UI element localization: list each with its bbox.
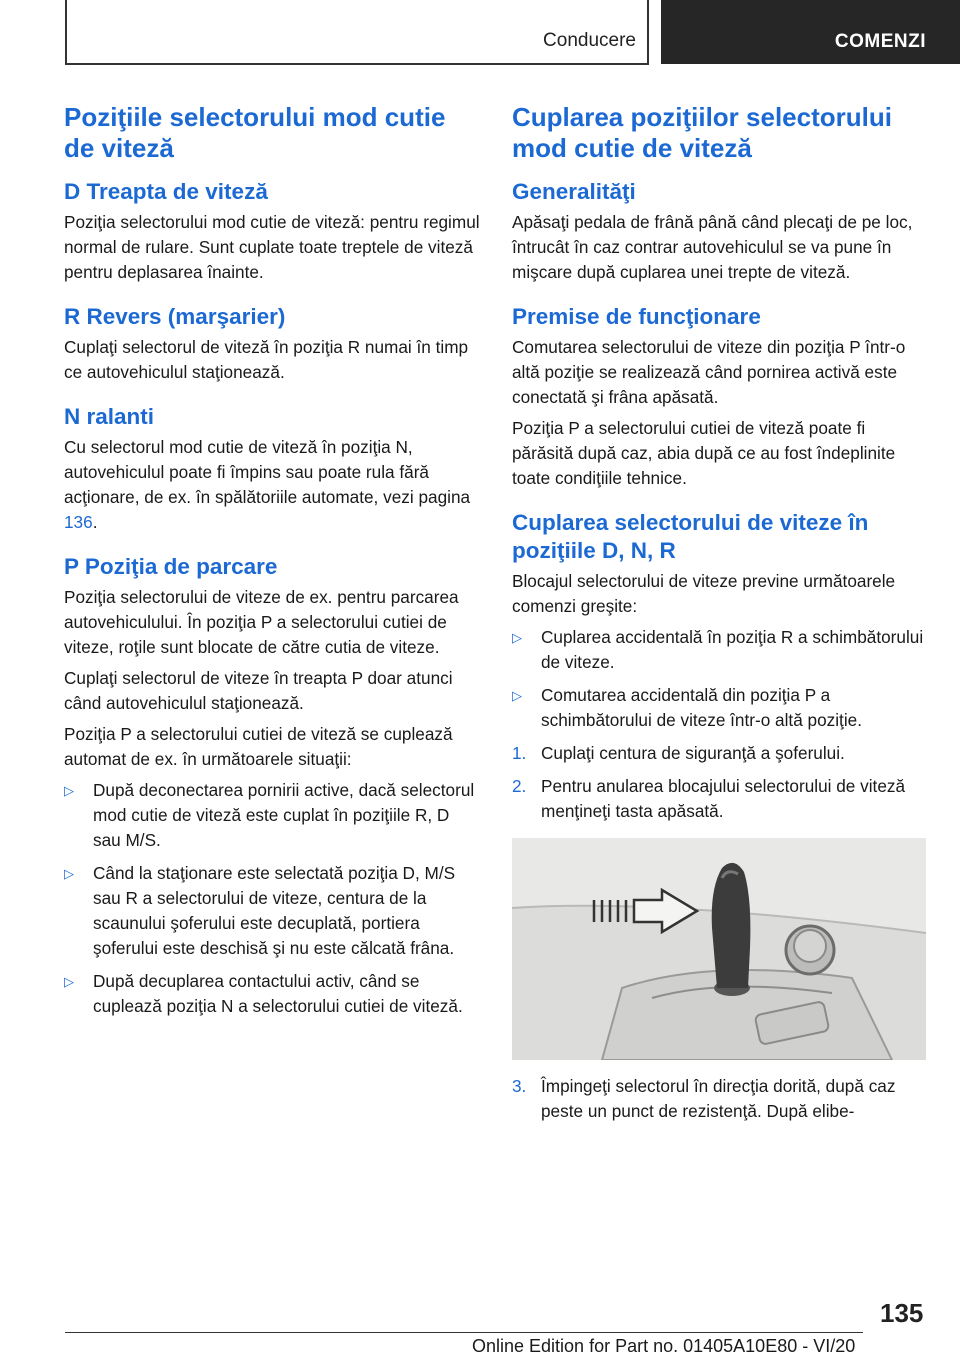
text-p-3: Poziţia P a selectorului cutiei de viteză se cuplează automat de ex. în următoarele situaţii:: [64, 724, 453, 769]
left-column: [64, 102, 480, 1027]
header-chapter-tab: [661, 0, 960, 64]
text-premise-2: Poziţia P a selectorului cutiei de viteză poate fi părăsită după caz, abia după ce au fost îndeplinite toate condiţiile tehnice.: [512, 418, 896, 488]
step-item: 1. Cuplaţi centura de siguranţă a şoferului.: [512, 741, 924, 766]
text-coupling: Blocajul selectorului de viteze previne următoarele comenzi greşite:: [512, 571, 896, 616]
footer-rule: [65, 1332, 863, 1333]
header-left-rule: [65, 0, 67, 64]
step-number: 2.: [512, 776, 527, 796]
heading-p: P Poziţia de parcare: [64, 554, 278, 579]
heading-r: R Revers (marşarier): [64, 304, 286, 329]
heading-premise: Premise de funcţionare: [512, 304, 761, 329]
heading-coupling: Cuplarea selectorului de viteze în poziţiile D, N, R: [512, 510, 869, 563]
text-n: [64, 435, 480, 535]
heading-n: N ralanti: [64, 404, 155, 429]
step-item: 2. Pentru anularea blocajului selectorului de viteză menţineţi tasta apăsată.: [512, 776, 906, 821]
text-r: Cuplaţi selectorul de viteză în poziţia R numai în timp ce autovehiculul staţionează.: [64, 337, 469, 382]
bullet-list-left: [64, 778, 480, 1019]
steps-list-continued: [512, 1074, 924, 1124]
right-column: [512, 102, 924, 1132]
header-bottom-rule: [65, 63, 649, 65]
page-link-136[interactable]: 136: [64, 512, 93, 532]
gear-selector-drawing: [512, 838, 926, 1060]
list-item: ▷ Cuplarea accidentală în poziţia R a schimbătorului de viteze.: [512, 627, 924, 672]
heading-d: D Treapta de viteză: [64, 179, 268, 204]
bullet-list-right: [512, 625, 924, 733]
triangle-right-icon: ▷: [512, 630, 522, 645]
step-number: 1.: [512, 743, 527, 763]
list-item: ▷ După deconectarea pornirii active, dacă selectorul mod cutie de viteză este cuplat în poziţiile R, D sau M/S.: [64, 780, 475, 850]
list-item: ▷ Când la staţionare este selectată poziţia D, M/S sau R a selectorului de viteze, centura de la scaunului şoferului este decuplată, portiera şoferului este deschisă şi nu este călcată frâna.: [64, 863, 456, 958]
triangle-right-icon: ▷: [64, 974, 74, 989]
text-n-end: .: [92, 512, 98, 532]
page-title-left: Poziţiile selectorului mod cutie de viteză: [64, 102, 446, 163]
text-d: Poziţia selectorului mod cutie de viteză: pentru regimul normal de rulare. Sunt cuplate toate treptele de viteză pentru deplasarea înainte.: [64, 212, 480, 282]
list-item: ▷ Comutarea accidentală din poziţia P a schimbătorului de viteze într-o altă poziţie.: [512, 685, 862, 730]
header-right-rule: [647, 0, 649, 64]
triangle-right-icon: ▷: [64, 783, 74, 798]
text-p-1: Poziţia selectorului de viteze de ex. pentru parcarea autovehiculului. În poziţia P a selectorului cutiei de viteze, roţile sunt blocate de către cutia de viteze.: [64, 587, 459, 657]
triangle-right-icon: ▷: [512, 688, 522, 703]
page-number: 135: [880, 1298, 924, 1328]
heading-general: Generalităţi: [512, 179, 636, 204]
text-n-body: Cu selectorul mod cutie de viteză în poziţia N, autovehiculul poate fi împins sau poate rula fără acţionare, de ex. în spălătoriile automate, vezi pagina: [64, 437, 471, 507]
list-item: ▷ După decuplarea contactului activ, când se cuplează poziţia N a selectorului cutiei de viteză.: [64, 971, 463, 1016]
page-title-right: Cuplarea poziţiilor selectorului mod cutie de viteză: [512, 102, 892, 163]
steps-list: [512, 741, 924, 824]
text-p-2: Cuplaţi selectorul de viteze în treapta P doar atunci când autovehiculul staţionează.: [64, 668, 453, 713]
gear-selector-illustration: [512, 838, 926, 1060]
step-item: 3. Împingeţi selectorul în direcţia dorită, după caz peste un punct de rezistenţă. După elibe-: [512, 1076, 896, 1121]
header-section-title: Conducere: [543, 30, 636, 51]
text-premise-1: Comutarea selectorului de viteze din poziţia P într-o altă poziţie se realizează când pornirea activă este conectată şi frâna apăsată.: [512, 337, 906, 407]
header-chapter-title: COMENZI: [834, 31, 926, 52]
text-general: Apăsaţi pedala de frână până când plecaţi de pe loc, întrucât în caz contrar autovehiculul se va pune în mişcare după cuplarea unei trepte de viteză.: [512, 212, 913, 282]
step-number: 3.: [512, 1076, 527, 1096]
footer-edition: Online Edition for Part no. 01405A10E80 - VI/20: [472, 1336, 856, 1356]
triangle-right-icon: ▷: [64, 866, 74, 881]
